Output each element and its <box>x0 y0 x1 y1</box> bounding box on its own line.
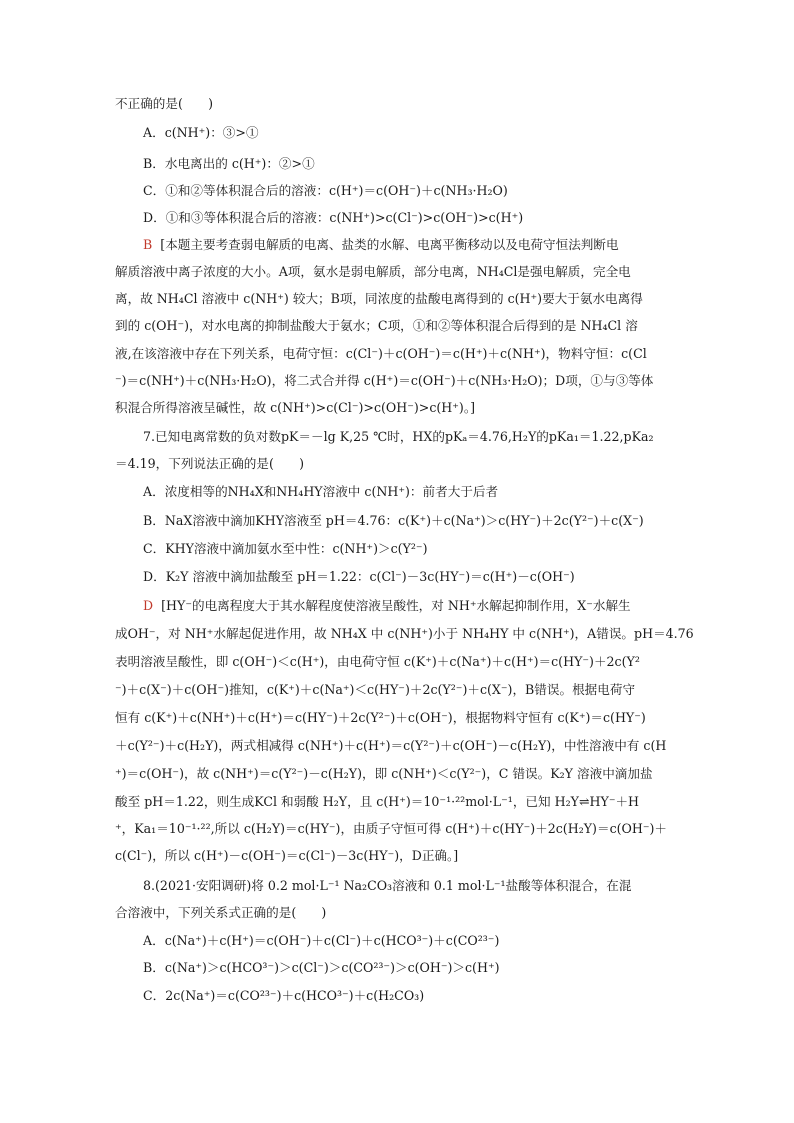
q7-option-c: C．KHY溶液中滴加氨水至中性：c(NH⁺)＞c(Y²⁻) <box>143 541 428 556</box>
q6-option-b: B．水电离出的 c(H⁺)：②>① <box>143 156 315 171</box>
q6-explanation-line: 解质溶液中离子浓度的大小。A项，氨水是弱电解质，部分电离，NH₄Cl是强电解质，完全电 <box>115 264 631 279</box>
q6-answer-letter: B <box>143 237 153 252</box>
q8-stem: 8.(2021·安阳调研)将 0.2 mol·L⁻¹ Na₂CO₃溶液和 0.1 mol·L⁻¹盐酸等体积混合，在混 <box>143 878 632 893</box>
q6-option-d: D．①和③等体积混合后的溶液：c(NH⁺)>c(Cl⁻)>c(OH⁻)>c(H⁺) <box>143 210 524 225</box>
q6-explanation-text: [本题主要考查弱电解质的电离、盐类的水解、电离平衡移动以及电荷守恒法判断电 <box>160 237 619 252</box>
q7-explanation-line <box>143 597 631 615</box>
q6-explanation-line: 到的 c(OH⁻)，对水电离的抑制盐酸大于氨水；C项，①和②等体积混合后得到的是 NH₄Cl 溶 <box>115 318 638 333</box>
q8-option-b: B．c(Na⁺)＞c(HCO³⁻)＞c(Cl⁻)＞c(CO²³⁻)＞c(OH⁻)＞c(H⁺) <box>143 960 500 975</box>
q7-explanation-line: c(Cl⁻)，所以 c(H⁺)－c(OH⁻)＝c(Cl⁻)－3c(HY⁻)，D正确。] <box>115 848 459 863</box>
q7-option-d: D．K₂Y 溶液中滴加盐酸至 pH＝1.22：c(Cl⁻)－3c(HY⁻)＝c(H⁺)－c(OH⁻) <box>143 569 575 584</box>
q7-explanation-line: 成OH⁻，对 NH⁺水解起促进作用，故 NH₄X 中 c(NH⁺)小于 NH₄HY 中 c(NH⁺)，A错误。pH＝4.76 <box>115 626 694 641</box>
q7-explanation-line: ⁻)＋c(X⁻)＋c(OH⁻)推知，c(K⁺)＋c(Na⁺)＜c(HY⁻)＋2c(Y²⁻)＋c(X⁻)，B错误。根据电荷守 <box>115 682 636 697</box>
q6-explanation-line: ⁻)＝c(NH⁺)＋c(NH₃·H₂O)，将二式合并得 c(H⁺)＝c(OH⁻)＋c(NH₃·H₂O)；D项，①与③等体 <box>115 373 654 388</box>
q6-explanation-line: 离，故 NH₄Cl 溶液中 c(NH⁺) 较大；B项，同浓度的盐酸电离得到的 c(H⁺)要大于氨水电离得 <box>115 291 643 306</box>
q7-explanation-line: 酸至 pH＝1.22，则生成KCl 和弱酸 H₂Y，且 c(H⁺)＝10⁻¹·²²mol·L⁻¹，已知 H₂Y⇌HY⁻＋H <box>115 794 640 809</box>
q7-answer-letter: D <box>143 598 154 613</box>
q7-option-b: B．NaX溶液中滴加KHY溶液至 pH＝4.76：c(K⁺)＋c(Na⁺)＞c(HY⁻)＋2c(Y²⁻)＋c(X⁻) <box>143 513 644 528</box>
q7-explanation-line: ＋c(Y²⁻)＋c(H₂Y)，两式相减得 c(NH⁺)＋c(H⁺)＝c(Y²⁻)＋c(OH⁻)－c(H₂Y)，中性溶液中有 c(H <box>115 738 667 753</box>
q8-option-a: A．c(Na⁺)＋c(H⁺)＝c(OH⁻)＋c(Cl⁻)＋c(HCO³⁻)＋c(CO²³⁻) <box>143 933 500 948</box>
q7-explanation-line: 表明溶液呈酸性，即 c(OH⁻)＜c(H⁺)，由电荷守恒 c(K⁺)＋c(Na⁺)＋c(H⁺)＝c(HY⁻)＋2c(Y² <box>115 654 640 669</box>
q6-option-a: A．c(NH⁺)：③>① <box>143 125 259 140</box>
q7-stem: 7.已知电离常数的负对数pK＝－lg K,25 ℃时，HX的pKₐ＝4.76,H₂Y的pKa₁＝1.22,pKa₂ <box>143 429 654 444</box>
q7-explanation-text: [HY⁻的电离程度大于其水解程度使溶液呈酸性，对 NH⁺水解起抑制作用，X⁻水解生 <box>161 598 631 613</box>
q8-stem: 合溶液中，下列关系式正确的是( ) <box>115 905 327 920</box>
q6-explanation-line <box>143 236 619 254</box>
q7-explanation-line: 恒有 c(K⁺)＋c(NH⁺)＋c(H⁺)＝c(HY⁻)＋2c(Y²⁻)＋c(OH⁻)，根据物料守恒有 c(K⁺)＝c(HY⁻) <box>115 710 646 725</box>
q6-explanation-line: 液,在该溶液中存在下列关系，电荷守恒：c(Cl⁻)＋c(OH⁻)＝c(H⁺)＋c(NH⁺)，物料守恒：c(Cl <box>115 346 647 361</box>
q7-explanation-line: ⁺)＝c(OH⁻)，故 c(NH⁺)＝c(Y²⁻)－c(H₂Y)，即 c(NH⁺)＜c(Y²⁻)，C 错误。K₂Y 溶液中滴加盐 <box>115 766 653 781</box>
q6-stem-tail: 不正确的是( ) <box>115 96 213 111</box>
q6-option-c: C．①和②等体积混合后的溶液：c(H⁺)＝c(OH⁻)＋c(NH₃·H₂O) <box>143 183 508 198</box>
q8-option-c: C．2c(Na⁺)＝c(CO²³⁻)＋c(HCO³⁻)＋c(H₂CO₃) <box>143 988 425 1003</box>
q6-explanation-line: 积混合所得溶液呈碱性，故 c(NH⁺)>c(Cl⁻)>c(OH⁻)>c(H⁺)。] <box>115 400 476 415</box>
q7-stem: ＝4.19，下列说法正确的是( ) <box>115 456 304 471</box>
q7-explanation-line: ⁺，Ka₁＝10⁻¹·²²,所以 c(H₂Y)＝c(HY⁻)，由质子守恒可得 c(H⁺)＋c(HY⁻)＋2c(H₂Y)＝c(OH⁻)＋ <box>115 821 667 836</box>
q7-option-a: A．浓度相等的NH₄X和NH₄HY溶液中 c(NH⁺)：前者大于后者 <box>143 484 499 499</box>
